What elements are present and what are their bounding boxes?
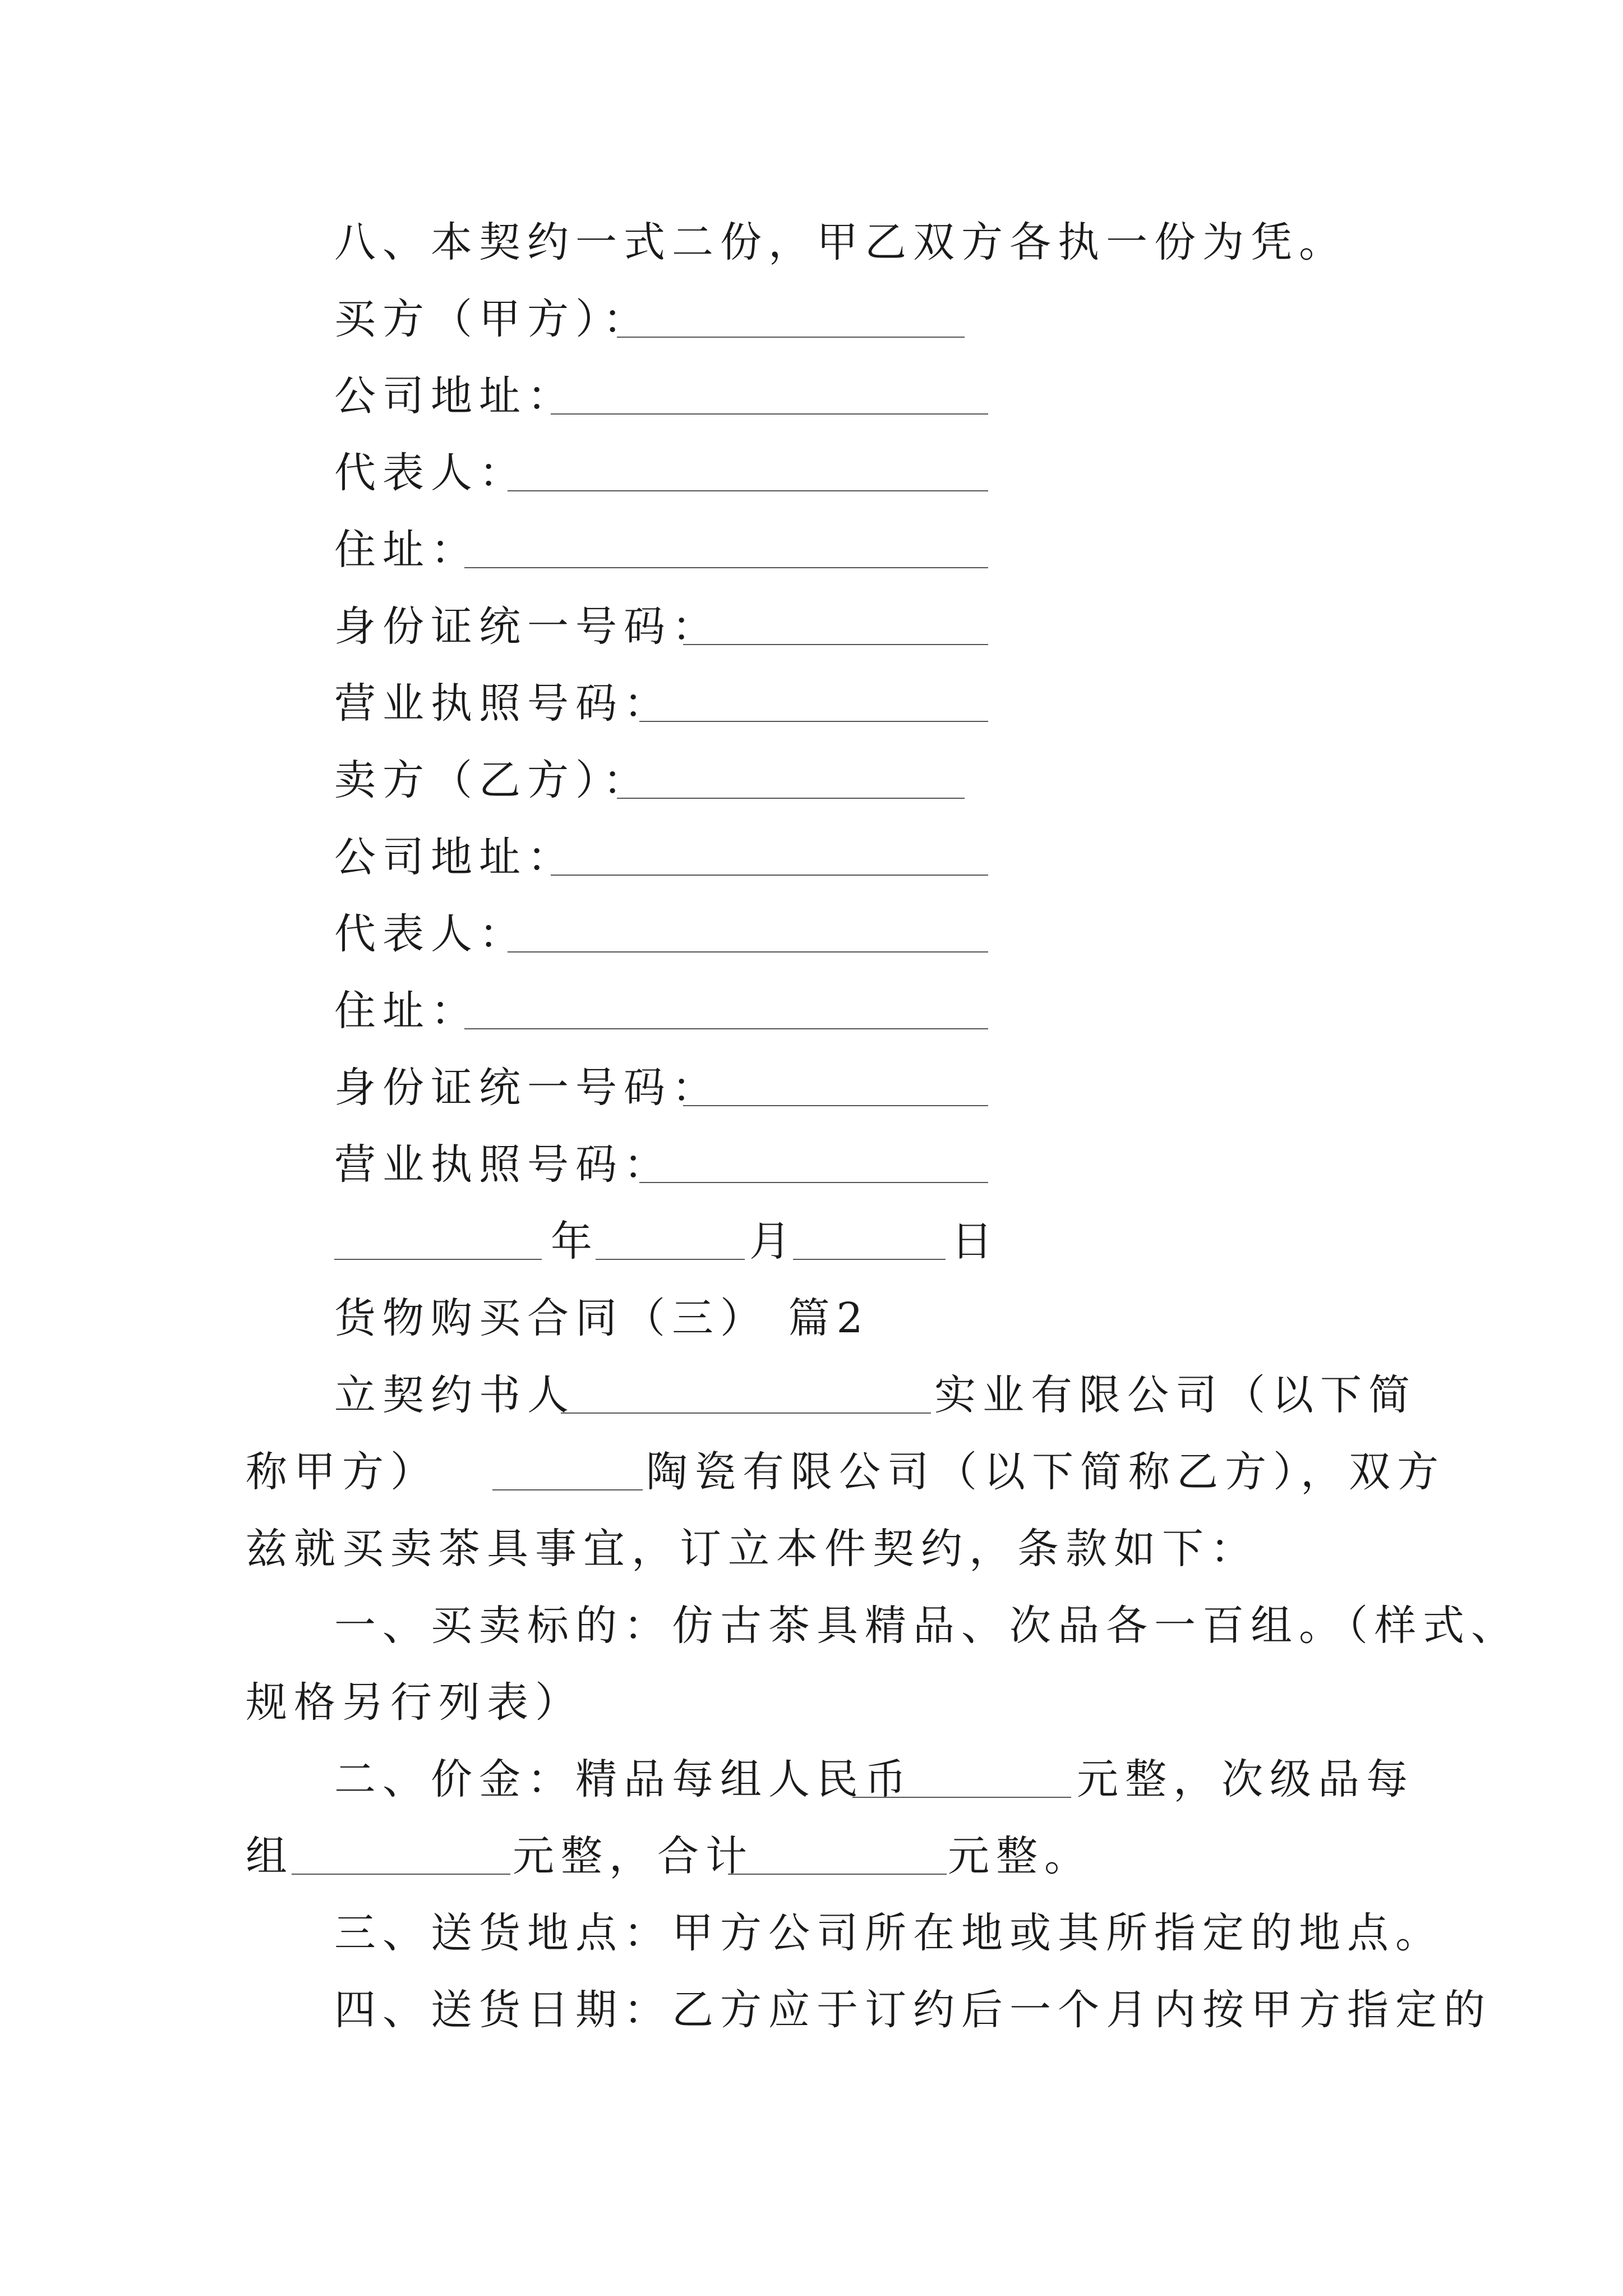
buyer-license-label: 营业执照号码：: [334, 679, 672, 728]
section-title: 货物购买合同（三） 篇2: [334, 1294, 870, 1342]
date-day-field: [793, 1259, 946, 1260]
seller-representative-field: [508, 951, 988, 953]
seller-id-field: [683, 1105, 988, 1106]
clause-2-line-2-end: 元整。: [948, 1832, 1092, 1880]
seller-party-label: 卖方（乙方）：: [334, 756, 651, 804]
buyer-id-field: [683, 644, 988, 645]
buyer-representative-field: [508, 490, 988, 491]
date-month-label: 月: [749, 1217, 797, 1266]
seller-address-label: 公司地址：: [334, 833, 575, 881]
clause-2-line-1-start: 二、价金：精品每组人民币: [334, 1755, 913, 1803]
clause-1-line-1: 一、买卖标的：仿古茶具精品、次品各一百组。（样式、: [334, 1602, 1519, 1650]
clause-2-line-1-end: 元整，次级品每: [1077, 1755, 1414, 1803]
intro-line-2-start: 称甲方）: [246, 1448, 439, 1496]
buyer-license-field: [639, 721, 988, 722]
intro-line-3: 兹就买卖茶具事宜，订立本件契约，条款如下：: [246, 1525, 1258, 1573]
seller-address-field: [551, 875, 988, 876]
clause-2-premium-price-field: [852, 1797, 1071, 1798]
date-day-label: 日: [951, 1217, 999, 1266]
seller-party-field: [617, 798, 965, 799]
buyer-party-field: [617, 337, 965, 338]
buyer-residence-label: 住址：: [334, 526, 479, 574]
buyer-address-label: 公司地址：: [334, 372, 575, 420]
clause-1-line-2: 规格另行列表）: [246, 1678, 583, 1727]
clause-2-total-field: [728, 1874, 947, 1875]
date-year-field: [334, 1259, 542, 1260]
clause-2-second-price-field: [292, 1874, 510, 1875]
intro-line-2-end: 陶瓷有限公司（以下简称乙方），双方: [646, 1448, 1445, 1496]
clause-2-line-2-start: 组: [246, 1832, 294, 1880]
clause-2-line-2-mid: 元整，合计: [513, 1832, 754, 1880]
date-month-field: [596, 1259, 745, 1260]
seller-representative-label: 代表人：: [334, 910, 527, 958]
intro-line-1-end: 实业有限公司（以下简: [934, 1371, 1417, 1419]
seller-residence-field: [464, 1028, 988, 1029]
intro-company-a-field: [561, 1412, 931, 1414]
buyer-party-label: 买方（甲方）：: [334, 295, 651, 343]
seller-residence-label: 住址：: [334, 987, 479, 1035]
seller-license-label: 营业执照号码：: [334, 1140, 672, 1189]
buyer-address-field: [551, 413, 988, 415]
intro-company-b-field: [492, 1489, 643, 1490]
clause-4: 四、送货日期：乙方应于订约后一个月内按甲方指定的: [334, 1986, 1492, 2034]
clause-3: 三、送货地点：甲方公司所在地或其所指定的地点。: [334, 1909, 1444, 1957]
intro-line-1-start: 立契约书人: [334, 1371, 575, 1419]
buyer-residence-field: [464, 567, 988, 568]
seller-id-label: 身份证统一号码：: [334, 1064, 720, 1112]
buyer-representative-label: 代表人：: [334, 449, 527, 497]
clause-8: 八、本契约一式二份，甲乙双方各执一份为凭。: [334, 218, 1347, 266]
date-year-label: 年: [551, 1217, 599, 1266]
buyer-id-label: 身份证统一号码：: [334, 602, 720, 651]
seller-license-field: [639, 1182, 988, 1183]
